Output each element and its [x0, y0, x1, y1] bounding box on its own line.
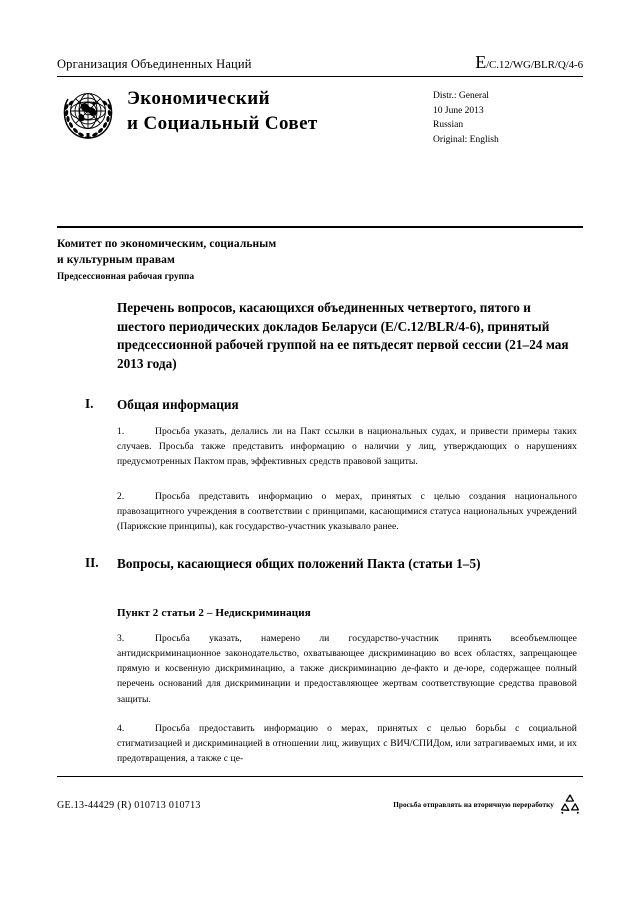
paragraph-number-3: 3.	[117, 633, 125, 644]
distribution-block	[427, 86, 583, 148]
section-heading-2	[85, 555, 555, 574]
committee-name-line-2: и культурным правам	[57, 254, 175, 267]
distribution-language: Russian	[433, 120, 464, 131]
page-title: Перечень вопросов, касающихся объединенных четвертого, пятого и шестого периодических докладов Беларуси (E/C.12/BLR/4-6), принятый предсессионной рабочей группой на ее пятьдесят первой сессии (21–24 мая 2013 года)	[117, 300, 569, 372]
committee-working-group: Предсессионная рабочая группа	[57, 270, 195, 281]
paragraph-text-1: Просьба указать, делались ли на Пакт ссылки в национальных судах, и привести примеры таких случаев. Просьба также представить информацию о наличии у лиц, утверждающих о нарушениях предусмотренных Пактом прав, эффективных средств правовой защиты.	[117, 426, 577, 468]
paragraph-2	[117, 489, 577, 534]
committee-block	[57, 236, 583, 283]
distribution-line: Distr.: General	[433, 91, 489, 101]
paragraph-text-4: Просьба предоставить информацию о мерах, принятых с целью борьбы с социальной стигматизацией и дискриминацией в отношении лиц, живущих с ВИЧ/СПИДом, или затрагиваемых ими, и их предотвращения, а также с це-	[117, 723, 577, 765]
council-title-line-2: и Социальный Совет	[127, 113, 318, 135]
recycle-icon	[557, 792, 583, 818]
article-subheading: Пункт 2 статьи 2 – Недискриминация	[117, 607, 311, 619]
paragraph-number-4: 4.	[117, 723, 125, 734]
masthead	[57, 52, 583, 148]
document-job-code: GE.13-44429 (R) 010713 010713	[57, 799, 201, 811]
paragraph-number-1: 1.	[117, 426, 125, 437]
masthead-top-row	[57, 52, 583, 76]
un-emblem-icon	[57, 87, 119, 142]
section-numeral-1: I.	[85, 396, 94, 411]
committee-name-line-1: Комитет по экономическим, социальным	[57, 238, 277, 250]
recycle-notice-text: Просьба отправлять на вторичную переработку	[393, 801, 554, 809]
section-numeral-2: II.	[85, 555, 99, 570]
section-heading-1	[85, 396, 555, 415]
masthead-divider	[57, 76, 583, 77]
section-title-1: Общая информация	[117, 397, 239, 412]
paragraph-3	[117, 631, 577, 707]
paragraph-1	[117, 424, 577, 469]
distribution-date: 10 June 2013	[433, 105, 484, 116]
recycle-notice	[393, 792, 583, 818]
paragraph-number-2: 2.	[117, 491, 125, 502]
document-symbol-rest: /C.12/WG/BLR/Q/4-6	[486, 59, 583, 71]
paragraph-4	[117, 721, 577, 766]
council-title	[119, 86, 427, 136]
committee-name	[57, 236, 583, 269]
header-thick-divider	[57, 226, 583, 228]
page-footer	[57, 792, 583, 818]
document-symbol-prefix: E	[475, 52, 487, 72]
masthead-body	[57, 86, 583, 148]
section-title-2: Вопросы, касающиеся общих положений Пакта (статьи 1–5)	[117, 556, 481, 571]
council-title-line-1: Экономический	[127, 88, 270, 109]
document-symbol	[475, 52, 583, 73]
paragraph-text-3: Просьба указать, намерено ли государство-участник принять всеобъемлющее антидискриминационное законодательство, охватывающее дискриминацию во всех областях, запрещающее прямую и косвенную дискриминацию, а также дискриминацию де-факто и де-юре, содержащее полный перечень оснований для дискриминации и предоставляющее жертвам соответствующие средства правовой защиты.	[117, 633, 577, 705]
paragraph-text-2: Просьба представить информацию о мерах, принятых с целью создания национального правозащитного учреждения в соответствии с принципами, касающимися статуса национальных учреждений (Парижские принципы), как государство-участник указывало ранее.	[117, 491, 577, 533]
footer-divider	[57, 776, 583, 777]
organization-name: Организация Объединенных Наций	[57, 57, 252, 71]
distribution-original: Original: English	[433, 135, 499, 146]
